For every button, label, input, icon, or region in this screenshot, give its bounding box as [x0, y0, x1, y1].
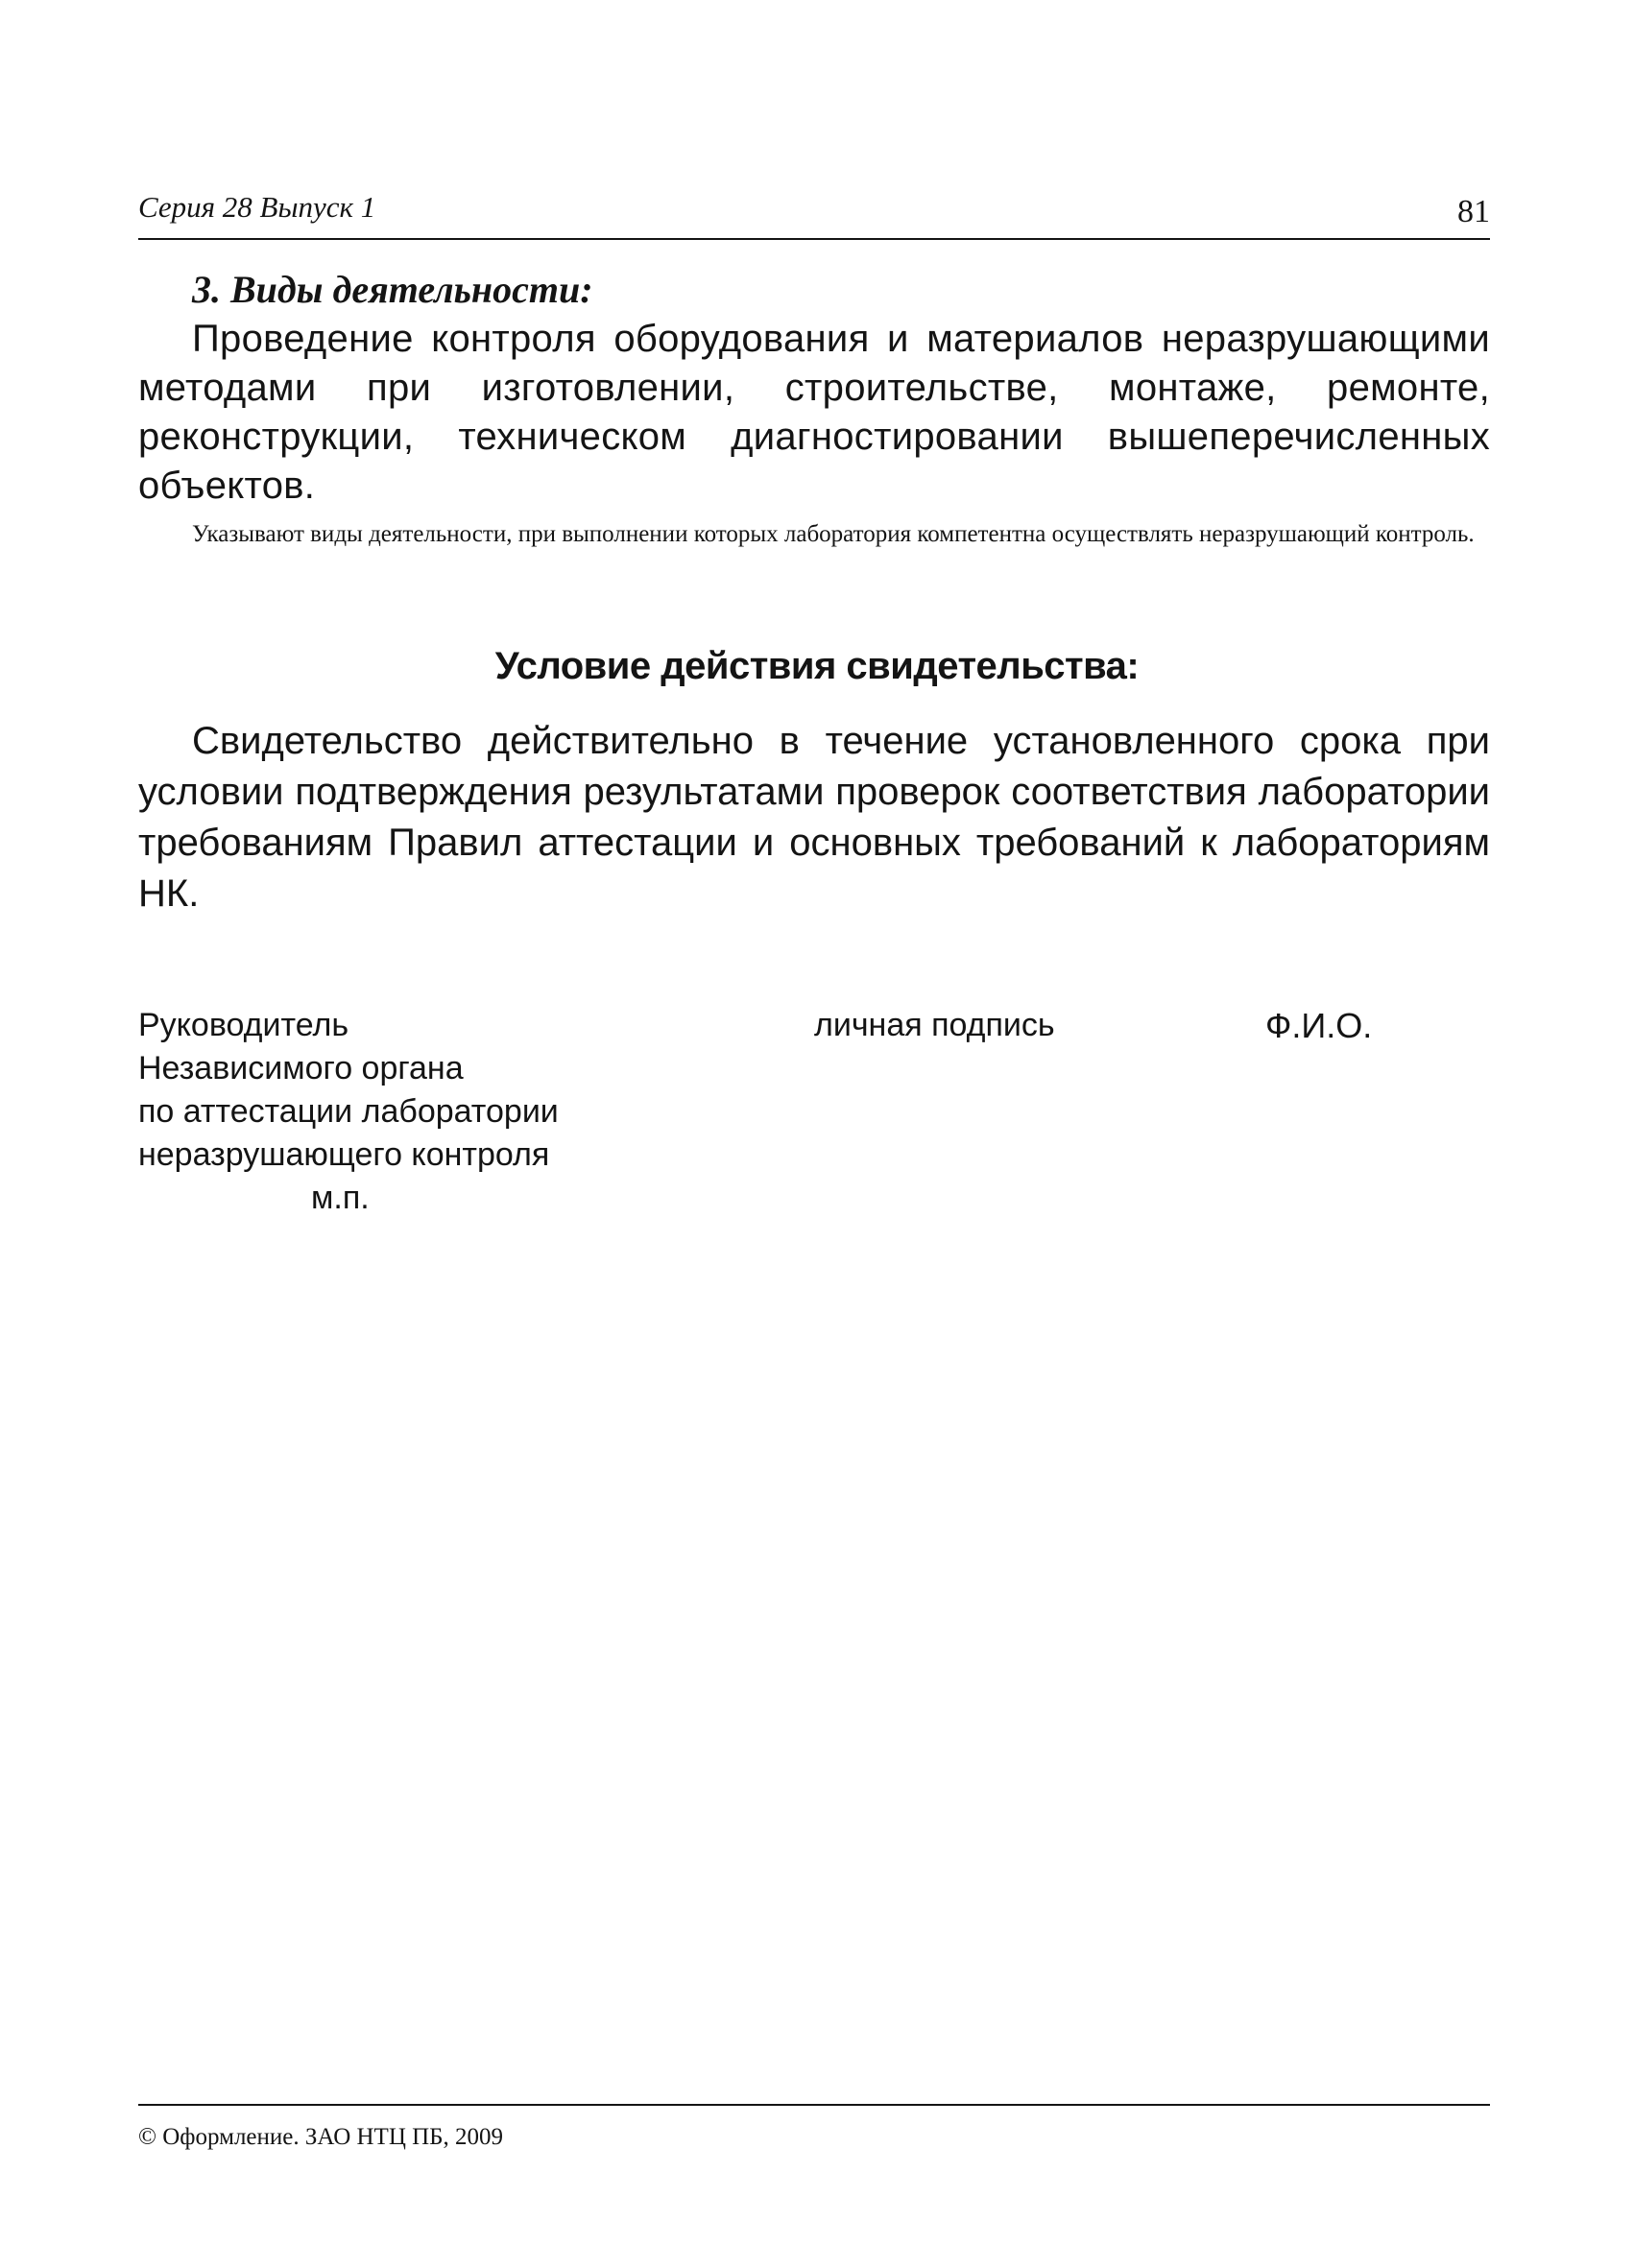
signatory-line: Руководитель	[138, 1007, 349, 1043]
section-body: Проведение контроля оборудования и материалов неразрушающими методами при изготовлении, строительстве, монтаже, ремонте, реконструкции, техническом диагностировании вышеперечисленных объектов.	[138, 318, 1490, 507]
footer-rule	[138, 2104, 1490, 2106]
header-rule	[138, 238, 1490, 240]
stamp-label: м.п.	[311, 1180, 370, 1216]
signatory-line: Независимого органа	[138, 1050, 464, 1086]
section-note: Указывают виды деятельности, при выполнении которых лаборатория компетентна осуществлять неразрушающий контроль.	[192, 521, 1475, 547]
series-label: Серия 28 Выпуск 1	[138, 190, 376, 224]
footer-copyright: © Оформление. ЗАО НТЦ ПБ, 2009	[138, 2124, 504, 2150]
page-number: 81	[1457, 194, 1490, 229]
name-label: Ф.И.О.	[1265, 1006, 1373, 1045]
signature-label: личная подпись	[814, 1007, 1055, 1043]
conditions-heading: Условие действия свидетельства:	[494, 645, 1140, 687]
section-heading: 3. Виды деятельности:	[192, 268, 593, 311]
signatory-block	[138, 1004, 559, 1220]
page-header	[138, 188, 1490, 238]
signatory-line: по аттестации лаборатории	[138, 1093, 559, 1130]
signatory-line: неразрушающего контроля	[138, 1136, 550, 1173]
conditions-body: Свидетельство действительно в течение установленного срока при условии подтверждения результатами проверок соответствия лаборатории требованиям Правил аттестации и основных требований к лабораториям НК.	[138, 720, 1490, 915]
